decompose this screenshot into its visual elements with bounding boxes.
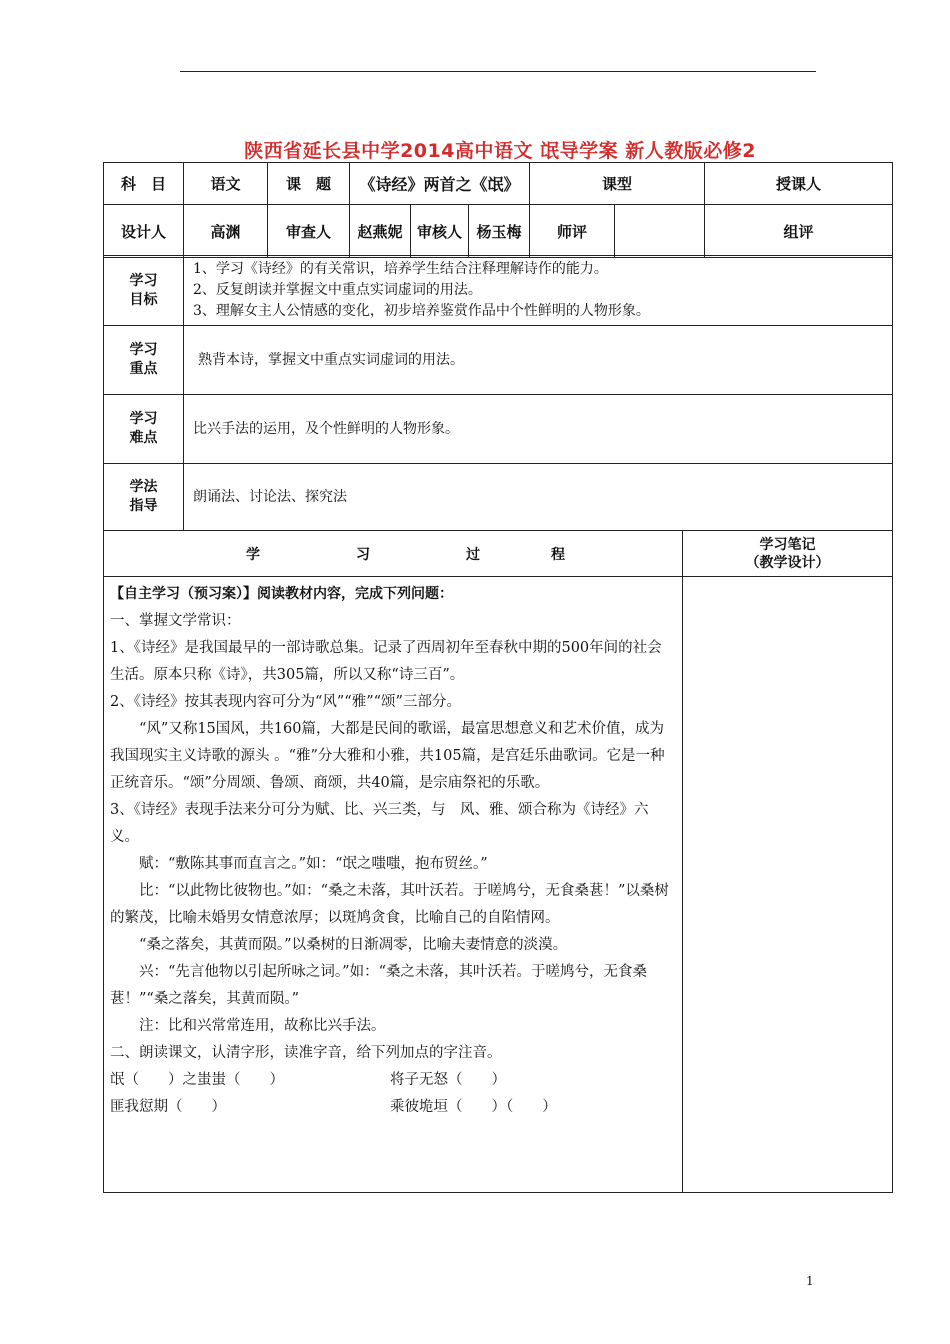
subject-value: 语文	[184, 163, 268, 205]
group-review-label: 组评	[705, 205, 893, 258]
paragraph: 兴：“先言他物以引起所咏之词。”如：“桑之未落，其叶沃若。于嗟鸠兮，无食桑葚！”“桑之落矣，其黄而陨。”	[110, 964, 647, 1007]
pinyin-item: 匪我愆期（ ）	[110, 1099, 226, 1115]
teacher-review-label: 师评	[530, 205, 615, 258]
teacher-label: 授课人	[705, 163, 893, 205]
topic-value: 《诗经》两首之《氓》	[350, 163, 530, 205]
goals-content	[184, 256, 893, 326]
paragraph: 赋：“敷陈其事而直言之。”如：“氓之嗤嗤，抱布贸丝。”	[139, 856, 488, 872]
designer-label: 设计人	[104, 205, 184, 258]
pinyin-item: 乘彼垝垣（ ）（ ）	[390, 1099, 557, 1115]
reviewer-label: 审查人	[268, 205, 350, 258]
goal-item: 3、理解女主人公情感的变化，初步培养鉴赏作品中个性鲜明的人物形象。	[193, 303, 650, 319]
intro-text: 【自主学习（预习案）】阅读教材内容，完成下列问题：	[110, 586, 453, 602]
pinyin-item: 将子无怒（ ）	[390, 1072, 506, 1088]
paragraph: “风”又称15国风，共160篇，大都是民间的歌谣，最富思想意义和艺术价值，成为我国现实主义诗歌的源头 。“雅”分大雅和小雅，共105篇，是宫廷乐曲歌词。它是一种正统音乐。“颂”分周颂、鲁颂、商颂，共40篇，是宗庙祭祀的乐歌。	[110, 721, 665, 791]
paragraph: 注：比和兴常常连用，故称比兴手法。	[139, 1018, 386, 1034]
header-rule	[180, 71, 816, 72]
paragraph: 2、《诗经》按其表现内容可分为“风”“雅”“颂”三部分。	[110, 694, 461, 710]
paragraph: 1、《诗经》是我国最早的一部诗歌总集。记录了西周初年至春秋中期的500年间的社会生活。原本只称《诗》，共305篇，所以又称“诗三百”。	[110, 640, 662, 683]
paragraph: “桑之落矣，其黄而陨。”以桑树的日渐凋零，比喻夫妻情意的淡漠。	[139, 937, 568, 953]
topic-label: 课 题	[268, 163, 350, 205]
section-heading: 二、朗读课文，认清字形，读准字音，给下列加点的字注音。	[110, 1045, 502, 1061]
methods-content: 朗诵法、讨论法、探究法	[184, 464, 893, 531]
section-heading: 一、掌握文学常识：	[110, 613, 241, 629]
checker-label: 审核人	[411, 205, 469, 257]
designer-value: 高渊	[184, 205, 268, 258]
pinyin-item: 氓（ ）之蚩蚩（ ）	[110, 1072, 284, 1088]
paragraph: 3、《诗经》表现手法来分可分为赋、比、兴三类，与 风、雅、颂合称为《诗经》六义。	[110, 802, 649, 845]
lesson-type-label: 课型	[530, 163, 705, 205]
teacher-review-value	[615, 205, 705, 258]
goal-item: 2、反复朗读并掌握文中重点实词虚词的用法。	[193, 282, 482, 298]
process-content	[104, 577, 683, 1193]
goals-label: 学习 目标	[104, 256, 184, 326]
document-title: 陕西省延长县中学2014高中语文 氓导学案 新人教版必修2	[244, 140, 756, 162]
methods-label: 学法 指导	[104, 464, 184, 531]
key-points-content: 熟背本诗，掌握文中重点实词虚词的用法。	[184, 326, 893, 395]
paragraph: 比：“以此物比彼物也。”如：“桑之未落，其叶沃若。于嗟鸠兮，无食桑葚！”以桑树的繁茂，比喻未婚男女情意浓厚；以斑鸠贪食，比喻自己的自陷情网。	[110, 883, 669, 926]
reviewer-value: 赵燕妮	[350, 205, 411, 257]
goal-item: 1、学习《诗经》的有关常识，培养学生结合注释理解诗作的能力。	[193, 261, 608, 277]
page-number: 1	[806, 1274, 814, 1288]
lesson-info-table	[103, 162, 893, 258]
difficulties-label: 学习 难点	[104, 395, 184, 464]
pinyin-row	[110, 1067, 676, 1094]
subject-label: 科 目	[104, 163, 184, 205]
notes-column	[683, 577, 893, 1193]
process-header: 学 习 过 程	[104, 531, 683, 577]
checker-value: 杨玉梅	[476, 222, 522, 241]
difficulties-content: 比兴手法的运用，及个性鲜明的人物形象。	[184, 395, 893, 464]
notes-header: 学习笔记 （教学设计）	[683, 531, 893, 577]
learning-process-table	[103, 530, 893, 1193]
key-points-label: 学习 重点	[104, 326, 184, 395]
pinyin-row	[110, 1094, 676, 1121]
learning-plan-table	[103, 255, 893, 531]
